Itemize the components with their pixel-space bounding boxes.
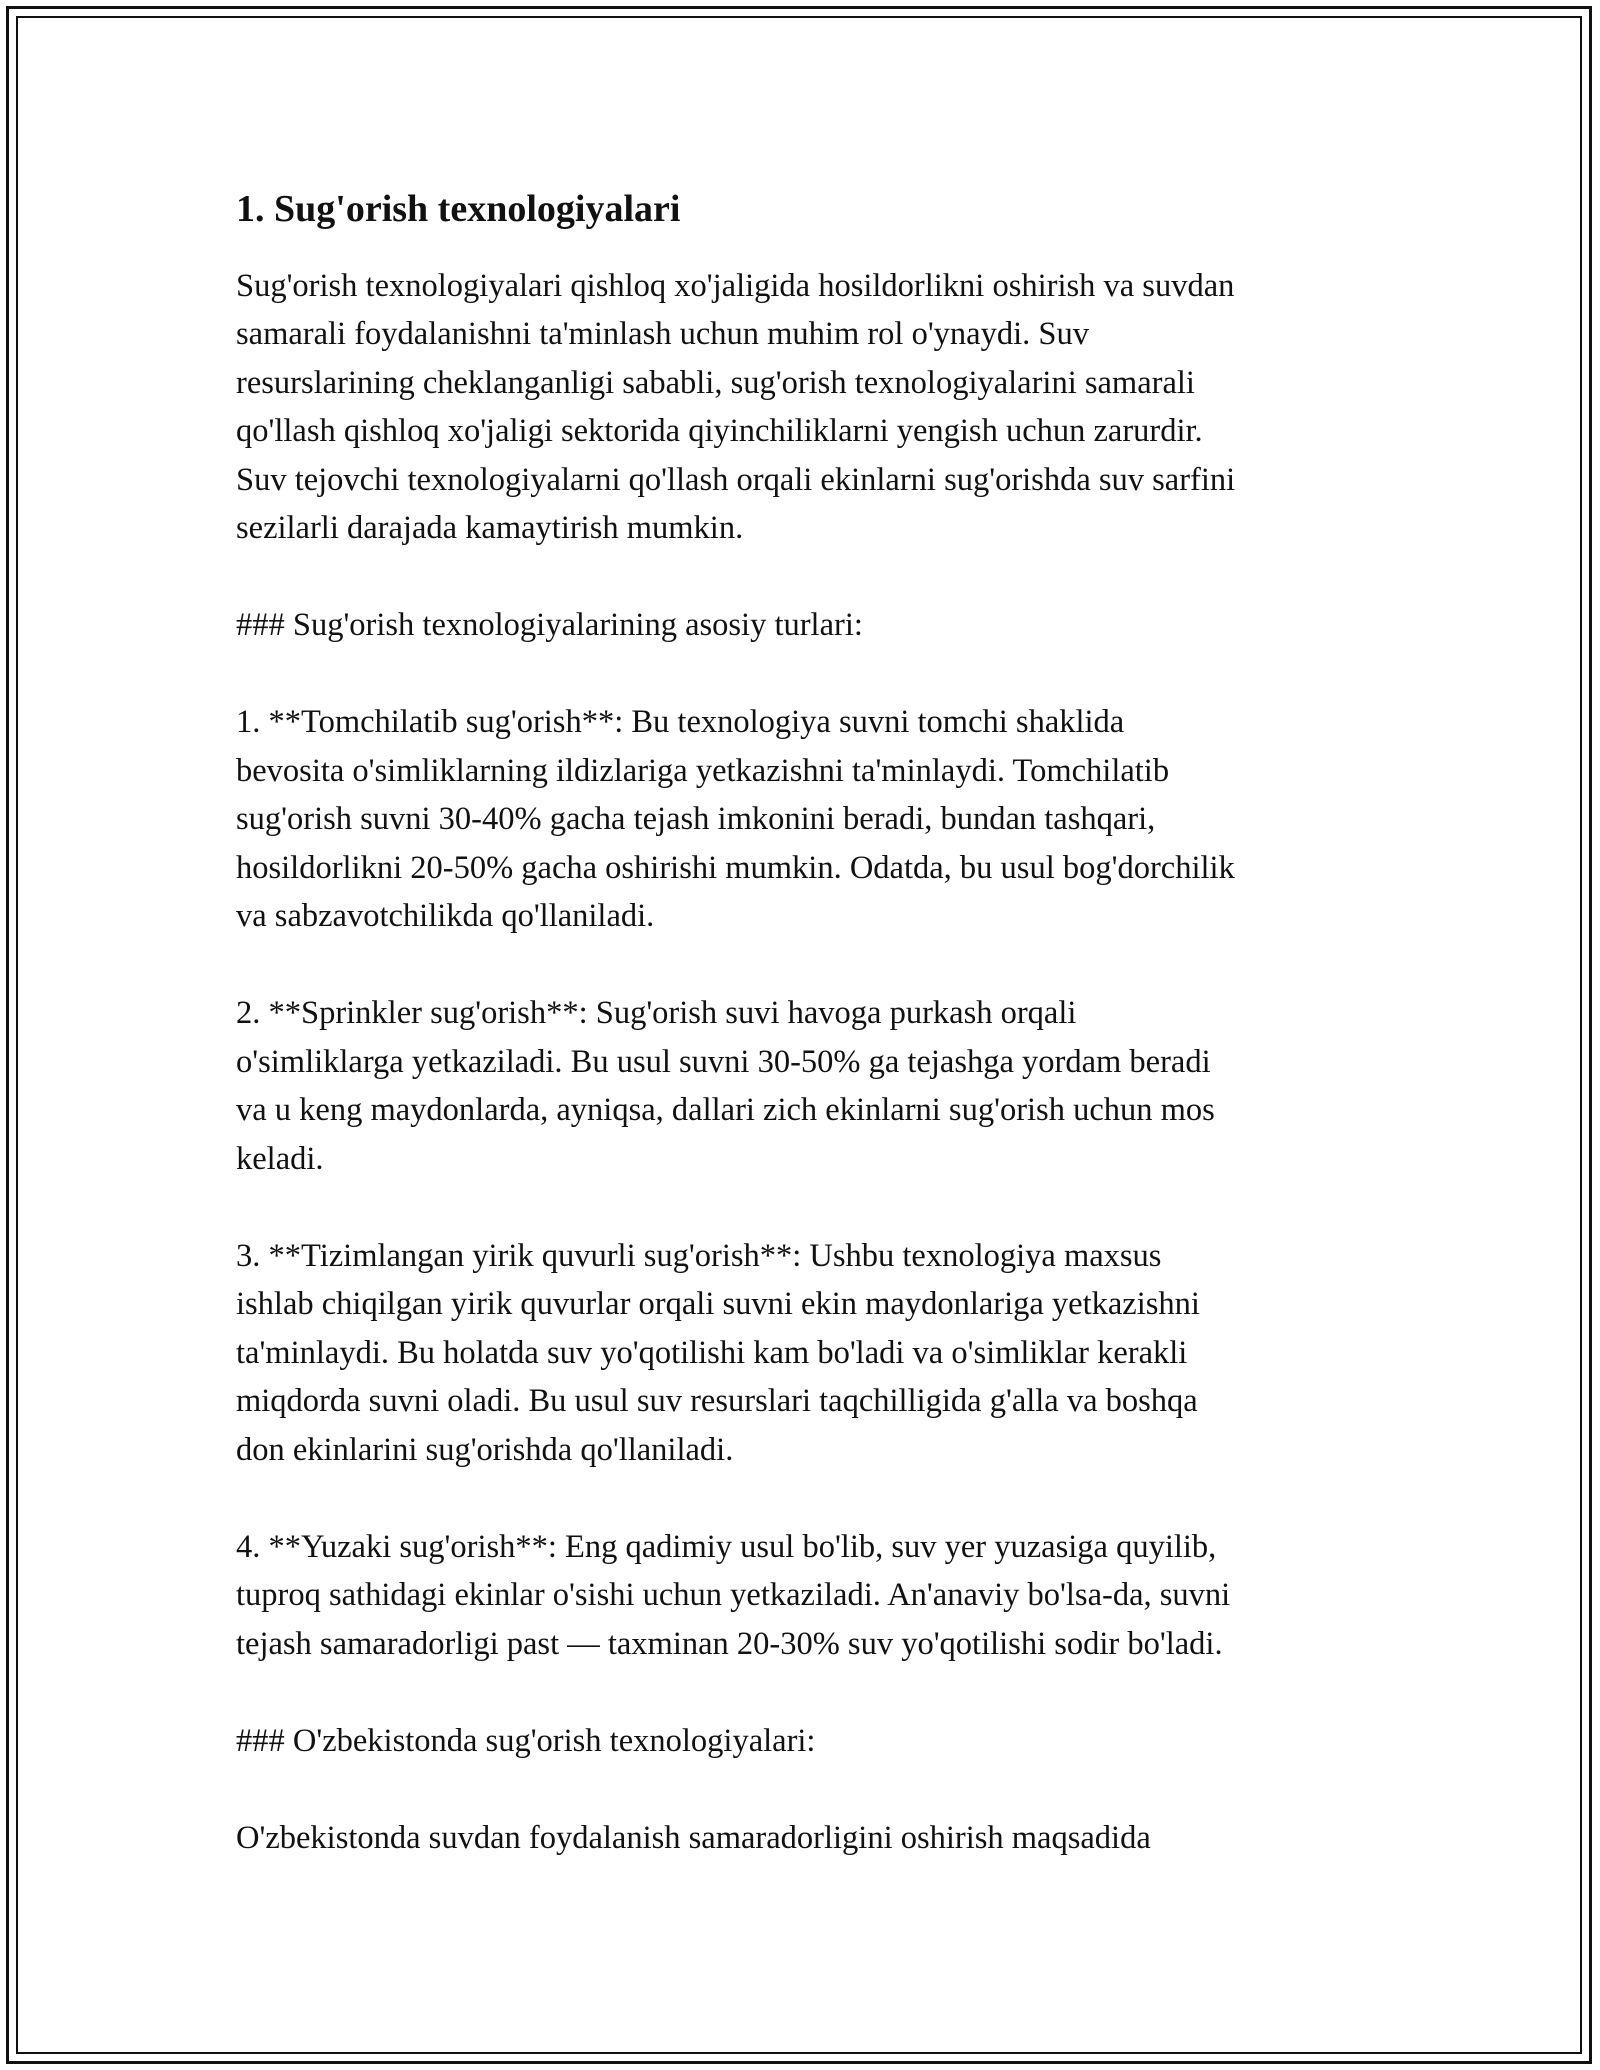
text-line: tuproq sathidagi ekinlar o'sishi uchun yetkaziladi. An'anaviy bo'lsa-da, suvni: [236, 1577, 1231, 1613]
list-item-drip-irrigation: [236, 698, 1376, 941]
list-item-sprinkler-irrigation: [236, 989, 1376, 1183]
text-line: bevosita o'simliklarning ildizlariga yetkazishni ta'minlaydi. Tomchilatib: [236, 752, 1170, 789]
text-line: don ekinlarini sug'orishda qo'llaniladi.: [236, 1431, 734, 1468]
list-item-pipe-irrigation: [236, 1232, 1376, 1475]
text-line: resurslarining cheklanganligi sababli, sug'orish texnologiyalarini samarali: [236, 364, 1195, 401]
intro-paragraph: [236, 262, 1376, 553]
text-line: tejash samaradorligi past — taxminan 20-30% suv yo'qotilishi sodir bo'ladi.: [236, 1625, 1223, 1662]
text-line: 3. **Tizimlangan yirik quvurli sug'orish**: Ushbu texnologiya maxsus: [236, 1237, 1162, 1274]
text-line: Sug'orish texnologiyalari qishloq xo'jaligida hosildorlikni oshirish va suvdan: [236, 267, 1235, 304]
text-line: samarali foydalanishni ta'minlash uchun muhim rol o'ynaydi. Suv: [236, 316, 1089, 352]
text-line: sezilarli darajada kamaytirish mumkin.: [236, 510, 744, 546]
text-line: 4. **Yuzaki sug'orish**: Eng qadimiy usul bo'lib, suv yer yuzasiga quyilib,: [236, 1528, 1217, 1565]
text-line: va u keng maydonlarda, ayniqsa, dallari zich ekinlarni sug'orish uchun mos: [236, 1092, 1215, 1128]
list-item-surface-irrigation: [236, 1523, 1376, 1669]
document-page: [236, 186, 1376, 1911]
subheading-irrigation-types: ### Sug'orish texnologiyalarining asosiy turlari:: [236, 607, 863, 643]
text-line: sug'orish suvni 30-40% gacha tejash imkonini beradi, bundan tashqari,: [236, 801, 1156, 837]
subheading-uzbekistan: ### O'zbekistonda sug'orish texnologiyalari:: [236, 1722, 816, 1759]
text-line: hosildorlikni 20-50% gacha oshirishi mumkin. Odatda, bu usul bog'dorchilik: [236, 849, 1235, 886]
text-line: va sabzavotchilikda qo'llaniladi.: [236, 898, 655, 934]
text-line: miqdorda suvni oladi. Bu usul suv resurslari taqchilligida g'alla va boshqa: [236, 1383, 1198, 1419]
text-line: 1. **Tomchilatib sug'orish**: Bu texnologiya suvni tomchi shaklida: [236, 704, 1125, 740]
text-line: ta'minlaydi. Bu holatda suv yo'qotilishi kam bo'ladi va o'simliklar kerakli: [236, 1334, 1188, 1371]
text-line: Suv tejovchi texnologiyalarni qo'llash orqali ekinlarni sug'orishda suv sarfini: [236, 461, 1236, 498]
text-line: 2. **Sprinkler sug'orish**: Sug'orish suvi havoga purkash orqali: [236, 995, 1077, 1031]
text-line: qo'llash qishloq xo'jaligi sektorida qiyinchiliklarni yengish uchun zarurdir.: [236, 413, 1203, 449]
section-heading: 1. Sug'orish texnologiyalari: [236, 188, 681, 230]
text-line: ishlab chiqilgan yirik quvurlar orqali suvni ekin maydonlariga yetkazishni: [236, 1286, 1200, 1322]
closing-paragraph: O'zbekistonda suvdan foydalanish samaradorligini oshirish maqsadida: [236, 1819, 1151, 1856]
text-line: o'simliklarga yetkaziladi. Bu usul suvni 30-50% ga tejashga yordam beradi: [236, 1043, 1211, 1080]
text-line: keladi.: [236, 1140, 324, 1177]
